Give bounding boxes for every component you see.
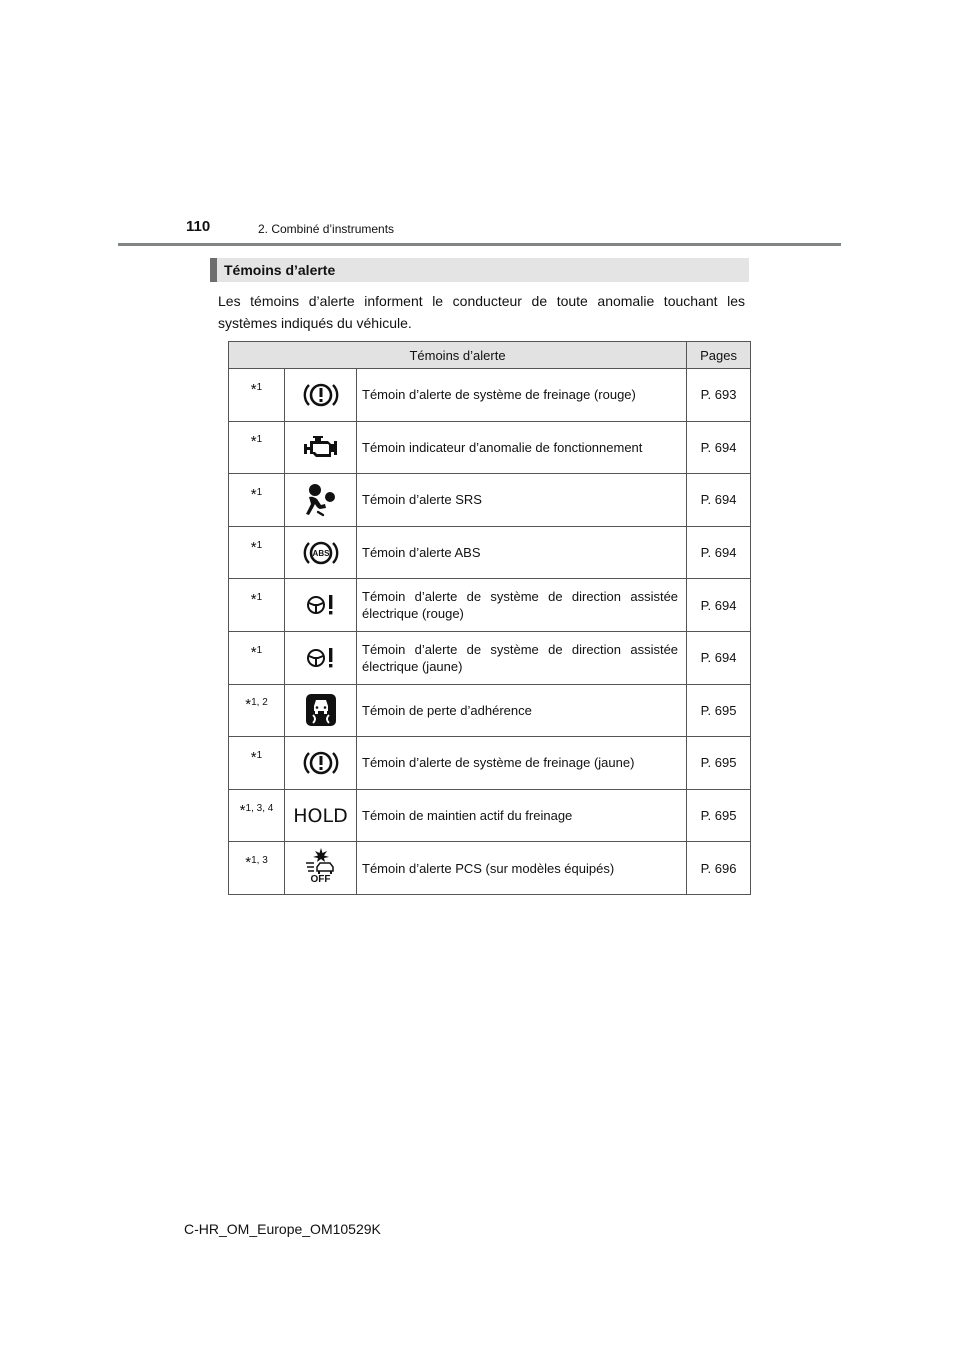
footnote-ref: *1	[229, 474, 285, 527]
abs-warning-icon	[285, 526, 357, 579]
footer-code: C-HR_OM_Europe_OM10529K	[184, 1221, 381, 1237]
table-row	[229, 421, 751, 474]
footnote-ref: *1	[229, 737, 285, 790]
footnote-ref: *1	[229, 369, 285, 422]
brake-warning-yellow-icon	[285, 737, 357, 790]
table-header-row	[229, 342, 751, 369]
svg-text:ABS: ABS	[312, 548, 329, 558]
page-reference: P. 694	[687, 631, 751, 684]
footnote-number: 1, 2	[251, 697, 268, 709]
footnote-number: 1	[256, 434, 263, 446]
footnote-ref: *1	[229, 526, 285, 579]
page-reference: P. 694	[687, 526, 751, 579]
pcs-off-icon	[285, 842, 357, 895]
table-row	[229, 526, 751, 579]
page-number: 110	[186, 218, 211, 235]
srs-airbag-icon	[285, 474, 357, 527]
slip-indicator-icon	[285, 684, 357, 737]
brake-hold-label: HOLD	[293, 804, 348, 827]
footnote-ref: *1	[229, 631, 285, 684]
power-steering-yellow-icon	[285, 631, 357, 684]
footnote-number: 1	[256, 539, 263, 551]
table-row	[229, 474, 751, 527]
footnote-ref: *1, 3, 4	[229, 789, 285, 842]
header-rule	[118, 243, 841, 246]
warning-lights-table	[228, 341, 751, 895]
table-row	[229, 789, 751, 842]
footnote-number: 1	[256, 749, 263, 761]
footnote-ref: *1, 3	[229, 842, 285, 895]
table-row	[229, 842, 751, 895]
row-description: Témoin de maintien actif du freinage	[357, 789, 687, 842]
section-heading	[210, 258, 749, 282]
page-reference: P. 695	[687, 684, 751, 737]
footnote-ref: *1, 2	[229, 684, 285, 737]
brake-hold-icon	[285, 789, 357, 842]
row-description: Témoin de perte d’adhérence	[357, 684, 687, 737]
table-row	[229, 684, 751, 737]
intro-paragraph: Les témoins d’alerte informent le conducteur de toute anomalie touchant les systèmes indiqués du véhicule.	[218, 293, 745, 331]
page-reference: P. 694	[687, 579, 751, 632]
row-description: Témoin d’alerte de système de direction assistée électrique (rouge)	[357, 579, 687, 632]
engine-malfunction-icon	[285, 421, 357, 474]
row-description: Témoin d’alerte de système de freinage (jaune)	[357, 737, 687, 790]
row-description: Témoin d’alerte PCS (sur modèles équipés)	[357, 842, 687, 895]
table-row	[229, 737, 751, 790]
page-reference: P. 693	[687, 369, 751, 422]
row-description: Témoin d’alerte SRS	[357, 474, 687, 527]
header-pages: Pages	[687, 342, 751, 369]
footnote-number: 1, 3, 4	[245, 802, 274, 814]
section-title: Témoins d’alerte	[224, 262, 336, 278]
footnote-number: 1	[256, 644, 263, 656]
page-reference: P. 696	[687, 842, 751, 895]
footnote-number: 1	[256, 381, 263, 393]
page-reference: P. 694	[687, 474, 751, 527]
chapter-title: 2. Combiné d’instruments	[258, 222, 395, 236]
page-reference: P. 694	[687, 421, 751, 474]
row-description: Témoin indicateur d’anomalie de fonctionnement	[357, 421, 687, 474]
footnote-ref: *1	[229, 421, 285, 474]
table-row	[229, 631, 751, 684]
row-description: Témoin d’alerte de système de freinage (rouge)	[357, 369, 687, 422]
footnote-ref: *1	[229, 579, 285, 632]
power-steering-red-icon	[285, 579, 357, 632]
section-heading-bar	[210, 258, 217, 282]
footnote-number: 1	[256, 592, 263, 604]
page-reference: P. 695	[687, 789, 751, 842]
pcs-off-label: OFF	[310, 874, 331, 886]
row-description: Témoin d’alerte ABS	[357, 526, 687, 579]
brake-warning-red-icon	[285, 369, 357, 422]
row-description: Témoin d’alerte de système de direction assistée électrique (jaune)	[357, 631, 687, 684]
table-row	[229, 579, 751, 632]
table-row	[229, 369, 751, 422]
header-warning-lights: Témoins d’alerte	[229, 342, 687, 369]
footnote-number: 1, 3	[251, 855, 268, 867]
footnote-number: 1	[256, 486, 263, 498]
page-reference: P. 695	[687, 737, 751, 790]
